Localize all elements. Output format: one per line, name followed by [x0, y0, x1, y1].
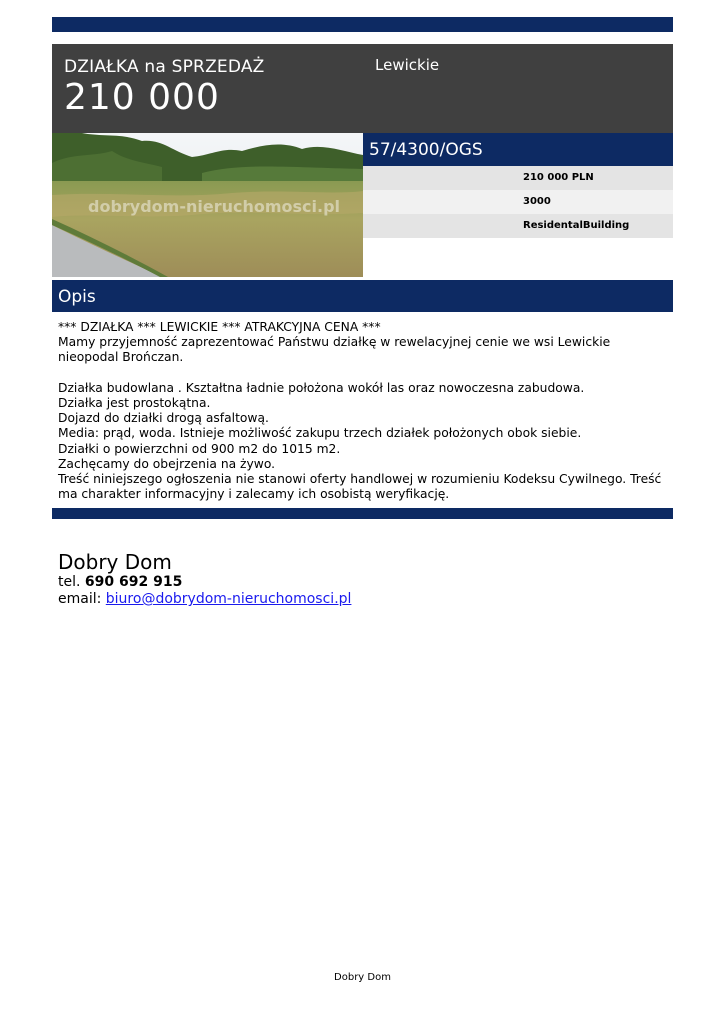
- phone-line: [58, 574, 351, 591]
- email-label: email:: [58, 591, 102, 607]
- company-name: Dobry Dom: [58, 550, 172, 574]
- description-text: [58, 320, 670, 502]
- detail-value-type: ResidentalBuilding: [523, 220, 630, 231]
- description-line: ma charakter informacyjny i zalecamy ich osobistą weryfikację.: [58, 487, 450, 502]
- detail-value-price: 210 000 PLN: [523, 172, 594, 183]
- detail-row-price: [363, 166, 673, 190]
- email-line: [58, 591, 351, 608]
- description-heading-bar: [52, 280, 673, 312]
- description-heading: Opis: [58, 287, 96, 307]
- listing-price: 210 000: [64, 77, 220, 118]
- listing-header: [52, 44, 673, 133]
- description-line: Dojazd do działki drogą asfaltową.: [58, 411, 269, 426]
- description-line: Treść niniejszego ogłoszenia nie stanowi oferty handlowej w rozumieniu Kodeksu Cywilnego. Treść: [58, 472, 662, 487]
- property-photo: [52, 133, 363, 277]
- bottom-accent-bar: [52, 508, 673, 519]
- email-link[interactable]: biuro@dobrydom-nieruchomosci.pl: [105, 591, 352, 607]
- detail-row-type: [363, 214, 673, 238]
- footer-text: Dobry Dom: [334, 972, 391, 983]
- listing-type: DZIAŁKA na SPRZEDAŻ: [64, 57, 265, 77]
- description-line: *** DZIAŁKA *** LEWICKIE *** ATRAKCYJNA CENA ***: [58, 320, 381, 334]
- description-line: Zachęcamy do obejrzenia na żywo.: [58, 456, 276, 471]
- description-line: Działka jest prostokątna.: [58, 396, 211, 410]
- phone-number: 690 692 915: [84, 574, 183, 590]
- description-line: [58, 366, 670, 381]
- detail-row-area: [363, 190, 673, 214]
- description-line: Działki o powierzchni od 900 m2 do 1015 m2.: [58, 441, 341, 456]
- photo-watermark: dobrydom-nieruchomosci.pl: [88, 197, 341, 216]
- description-line: Działka budowlana . Kształtna ładnie położona wokół las oraz nowoczesna zabudowa.: [58, 380, 585, 395]
- contact-block: [58, 550, 351, 608]
- description-line: nieopodal Brończan.: [58, 350, 184, 365]
- reference-number: 57/4300/OGS: [369, 140, 483, 160]
- listing-location: Lewickie: [375, 56, 440, 74]
- description-line: Mamy przyjemność zaprezentować Państwu działkę w rewelacyjnej cenie we wsi Lewickie: [58, 335, 611, 350]
- top-accent-bar: [52, 17, 673, 32]
- description-line: Media: prąd, woda. Istnieje możliwość zakupu trzech działek położonych obok siebie.: [58, 426, 582, 441]
- reference-number-bar: [363, 133, 673, 166]
- phone-label: tel.: [58, 574, 81, 590]
- detail-value-area: 3000: [523, 196, 551, 207]
